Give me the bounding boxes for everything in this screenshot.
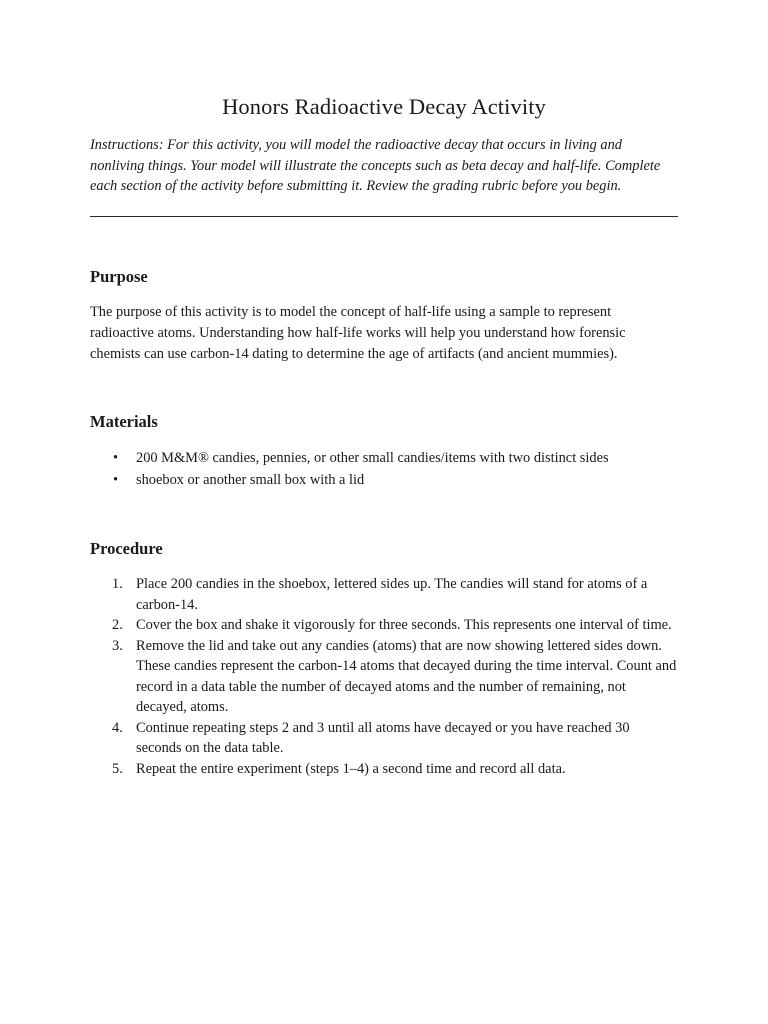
step-number: 3. (112, 637, 123, 654)
document-title: Honors Radioactive Decay Activity (222, 94, 546, 119)
list-item (90, 447, 678, 469)
procedure-list (90, 574, 678, 779)
list-item (90, 574, 678, 615)
purpose-heading: Purpose (90, 267, 148, 286)
bullet-icon: • (113, 450, 119, 466)
step-number: 2. (112, 617, 123, 633)
title-divider (90, 216, 678, 217)
material-text: shoebox or another small box with a lid (136, 472, 365, 488)
purpose-text: The purpose of this activity is to model the concept of half-life using a sample to represent radioactive atoms. Understanding how half-life works will help you understand how forensic chemists can use carbon-14 dating to determine the age of artifacts (and ancient mummies). (90, 304, 626, 362)
list-item (90, 718, 678, 759)
step-number: 1. (112, 576, 123, 592)
step-text: Repeat the entire experiment (steps 1–4) a second time and record all data. (136, 760, 566, 777)
step-number: 4. (112, 719, 123, 736)
procedure-heading: Procedure (90, 539, 163, 558)
list-item (90, 615, 678, 636)
step-text: Continue repeating steps 2 and 3 until all atoms have decayed or you have reached 30 seconds on the data table. (136, 719, 630, 756)
instructions-text: Instructions: For this activity, you will model the radioactive decay that occurs in living and nonliving things. Your model will illustrate the concepts such as beta decay and half-life. Complete each section of the activity before submitting it. Review the grading rubric before you begin. (90, 137, 661, 195)
step-number: 5. (112, 760, 123, 777)
materials-heading: Materials (90, 412, 158, 431)
step-text: Cover the box and shake it vigorously for three seconds. This represents one interval of time. (136, 617, 672, 633)
step-text: Remove the lid and take out any candies (atoms) that are now showing lettered sides down. These candies represent the carbon-14 atoms that decayed during the time interval. Count and record in a data table the number of decayed atoms and the number of remaining, not decayed, atoms. (136, 637, 677, 715)
bullet-icon: • (113, 472, 119, 488)
material-text: 200 M&M® candies, pennies, or other small candies/items with two distinct sides (136, 450, 609, 466)
list-item (90, 469, 678, 491)
list-item (90, 636, 678, 718)
list-item (90, 759, 678, 780)
step-text: Place 200 candies in the shoebox, lettered sides up. The candies will stand for atoms of a carbon-14. (136, 576, 648, 613)
materials-list (90, 447, 678, 491)
